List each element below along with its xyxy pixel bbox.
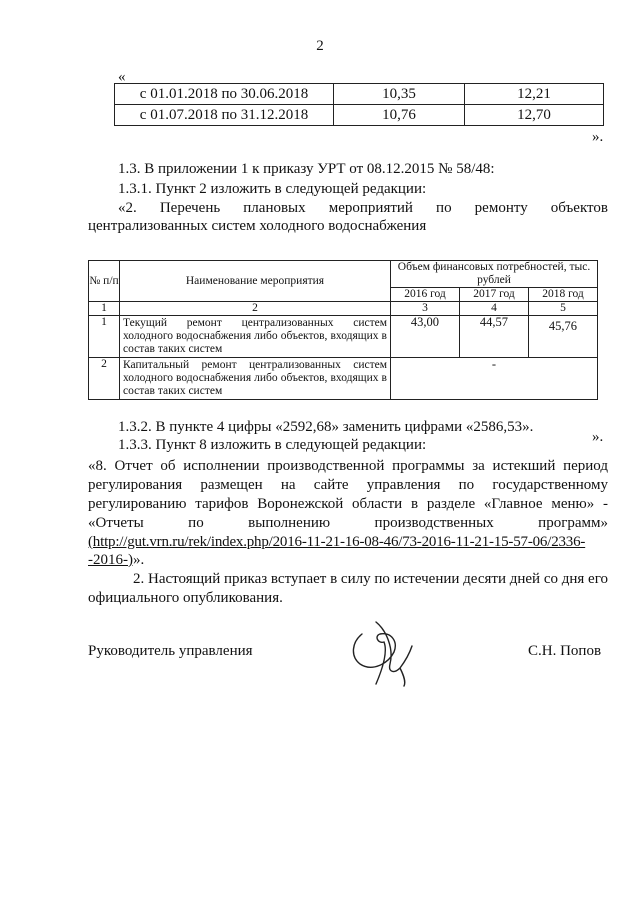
table-row [115, 105, 604, 126]
page-number: 2 [316, 38, 324, 54]
paragraph-2-line2: централизованных систем холодного водоснабжения [88, 218, 427, 234]
paragraph-8-line: «Отчеты по выполнению производственных программ» [88, 515, 608, 531]
signatory-name: С.Н. Попов [528, 643, 602, 659]
table-cell: Текущий ремонт централизованных систем холодного водоснабжения либо объектов, входящих в состав таких систем [120, 316, 391, 358]
table-cell-value: 10,76 [334, 105, 465, 126]
table-header-row [89, 261, 598, 288]
open-quote: « [118, 69, 126, 85]
table-cell-value: 12,70 [465, 105, 604, 126]
paragraph-2-line1: «2. Перечень плановых мероприятий по ремонту объектов [118, 200, 608, 216]
table-cell-period: с 01.07.2018 по 31.12.2018 [115, 105, 334, 126]
header-name: Наименование мероприятия [120, 261, 391, 302]
header-year: 2017 год [459, 288, 528, 302]
table-cell-value: 10,35 [334, 84, 465, 105]
table-cell-value: 12,21 [465, 84, 604, 105]
report-link-end [88, 551, 144, 569]
table-row [89, 316, 598, 358]
paragraph-8-line: «8. Отчет об исполнении производственной программы за истекший период [88, 458, 608, 474]
close-quote: ». [592, 129, 604, 145]
table-cell: 1 [89, 316, 120, 358]
paragraph-1-3-2: 1.3.2. В пункте 4 цифры «2592,68» заменить цифрами «2586,53». [118, 419, 534, 435]
close-quote: ». [592, 429, 604, 445]
paragraph-8-line: регулированию тарифов Воронежской области в разделе «Главное меню» - [88, 496, 608, 512]
table-row [115, 84, 604, 105]
table-cell: 45,76 [528, 316, 597, 358]
table-cell: 2 [120, 302, 391, 316]
table-cell: 1 [89, 302, 120, 316]
table-cell-period: с 01.01.2018 по 30.06.2018 [115, 84, 334, 105]
report-link[interactable]: (http://gut.vrn.ru/rek/index.php/2016-11-21-16-08-46/73-2016-11-21-15-57-06/2336- [88, 534, 586, 550]
table-row [89, 358, 598, 400]
header-number: № п/п [89, 261, 120, 302]
table-cell: 4 [459, 302, 528, 316]
rates-table [114, 83, 604, 126]
table-row [89, 302, 598, 316]
signatory-position: Руководитель управления [88, 643, 253, 659]
table-cell: 5 [528, 302, 597, 316]
paragraph-1-3: 1.3. В приложении 1 к приказу УРТ от 08.12.2015 № 58/48: [118, 161, 495, 177]
close-quote: ». [133, 552, 145, 568]
paragraph-8-line: регулирования размещен на сайте управления по государственному [88, 477, 608, 493]
report-link[interactable]: -2016-) [88, 552, 133, 568]
table-cell: 3 [391, 302, 460, 316]
paragraph-1-3-1: 1.3.1. Пункт 2 изложить в следующей редакции: [118, 181, 427, 197]
table-cell: Капитальный ремонт централизованных систем холодного водоснабжения либо объектов, входящих в состав таких систем [120, 358, 391, 400]
table-cell-merged: - [391, 358, 598, 400]
header-volume: Объем финансовых потребностей, тыс. рублей [391, 261, 598, 288]
paragraph-order-2-line2: официального опубликования. [88, 590, 283, 606]
paragraph-order-2-line1: 2. Настоящий приказ вступает в силу по истечении десяти дней со дня его [133, 571, 608, 587]
table-cell: 43,00 [391, 316, 460, 358]
handwritten-signature [346, 612, 422, 690]
header-year: 2016 год [391, 288, 460, 302]
table-cell: 2 [89, 358, 120, 400]
header-year: 2018 год [528, 288, 597, 302]
table-cell: 44,57 [459, 316, 528, 358]
paragraph-1-3-3: 1.3.3. Пункт 8 изложить в следующей редакции: [118, 437, 427, 453]
measures-table [88, 260, 598, 400]
